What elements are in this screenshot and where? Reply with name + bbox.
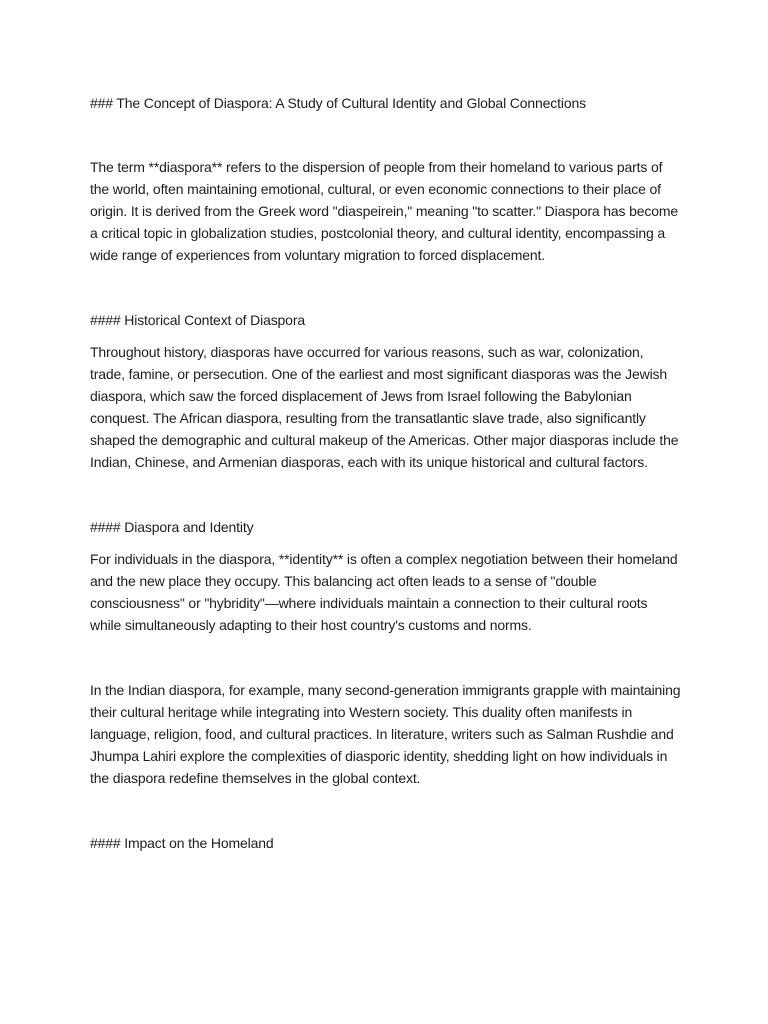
section-heading-diaspora-identity: #### Diaspora and Identity bbox=[90, 519, 254, 535]
intro-paragraph: The term **diaspora** refers to the dispersion of people from their homeland to various parts of the world, often maintaining emotional, cultural, or even economic connections to their place of origin. It is derived from the Greek word "diaspeirein," meaning "to scatter." Diaspora has become a critical topic in globalization studies, postcolonial theory, and cultural identity, encompassing a wide range of experiences from voluntary migration to forced displacement. bbox=[90, 159, 679, 263]
document-body bbox=[90, 92, 682, 854]
section-heading-historical-context: #### Historical Context of Diaspora bbox=[90, 312, 305, 328]
diaspora-identity-paragraph-1: For individuals in the diaspora, **identity** is often a complex negotiation between their homeland and the new place they occupy. This balancing act often leads to a sense of "double consciousness" or "hybridity"—where individuals maintain a connection to their cultural roots while simultaneously adapting to their host country's customs and norms. bbox=[90, 551, 678, 633]
section-heading-impact-homeland: #### Impact on the Homeland bbox=[90, 835, 274, 851]
diaspora-identity-paragraph-2: In the Indian diaspora, for example, many second-generation immigrants grapple with maintaining their cultural heritage while integrating into Western society. This duality often manifests in language, religion, food, and cultural practices. In literature, writers such as Salman Rushdie and Jhumpa Lahiri explore the complexities of diasporic identity, shedding light on how individuals in the diaspora redefine themselves in the global context. bbox=[90, 682, 681, 786]
historical-context-paragraph: Throughout history, diasporas have occurred for various reasons, such as war, colonization, trade, famine, or persecution. One of the earliest and most significant diasporas was the Jewish diaspora, which saw the forced displacement of Jews from Israel following the Babylonian conquest. The African diaspora, resulting from the transatlantic slave trade, also significantly shaped the demographic and cultural makeup of the Americas. Other major diasporas include the Indian, Chinese, and Armenian diasporas, each with its unique historical and cultural factors. bbox=[90, 344, 679, 470]
document-title: ### The Concept of Diaspora: A Study of Cultural Identity and Global Connections bbox=[90, 95, 586, 111]
